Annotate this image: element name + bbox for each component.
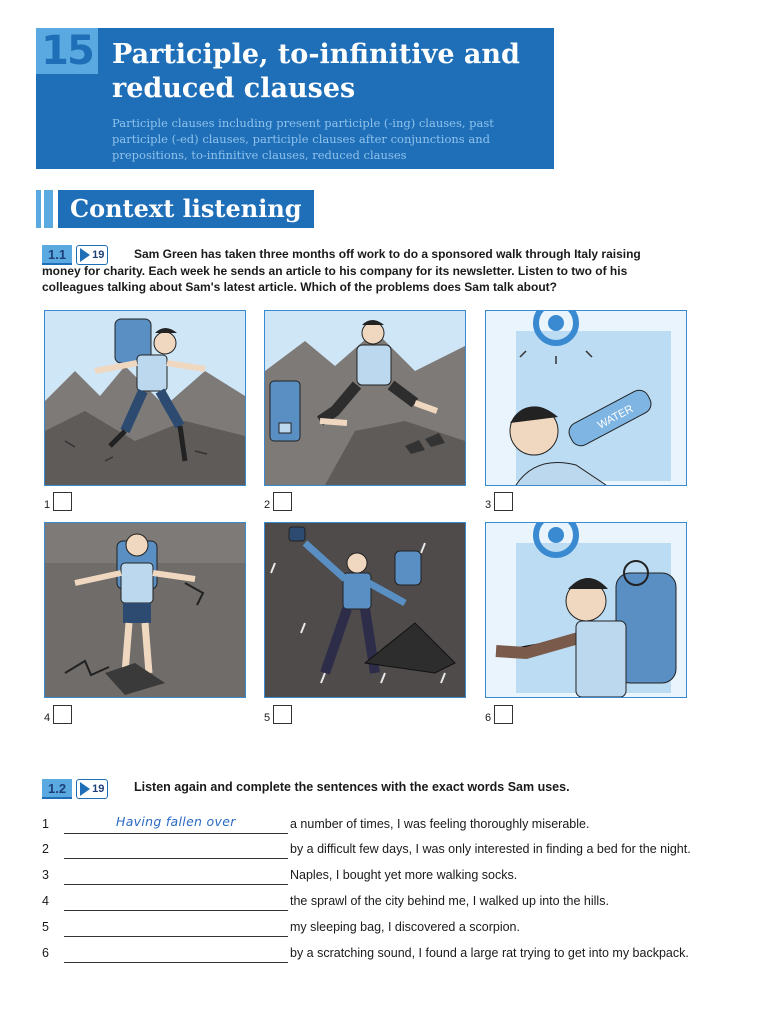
answer-checkbox-3[interactable] [494, 492, 513, 511]
answer-checkbox-6[interactable] [494, 705, 513, 724]
sentence-item: 6 by a scratching sound, I found a large rat trying to get into my backpack. [42, 944, 732, 966]
exercise-1-instructions: Sam Green has taken three months off work to do a sponsored walk through Italy raising money for charity. Each week he sends an article to his company for its newsletter. Listen to two of his colleagues talking about Sam's latest article. Which of the problems does Sam talk about? [42, 247, 641, 294]
unit-banner [36, 28, 554, 169]
answer-blank[interactable] [64, 866, 288, 885]
sentence-item: 5 my sleeping bag, I discovered a scorpion. [42, 918, 732, 940]
audio-track-button[interactable] [76, 779, 108, 799]
water-bottle-label: WATER [595, 402, 636, 432]
exercise-number: 1.2 [42, 779, 72, 799]
exercise-2-tag [42, 779, 108, 799]
track-number: 19 [92, 249, 105, 261]
answer-checkbox-1[interactable] [53, 492, 72, 511]
unit-subtitle: Participle clauses including present participle (-ing) clauses, past participle (-ed) clauses, participle clauses after conjunctions and prepositions, to-infinitive clauses, reduced clauses [112, 116, 494, 162]
answer-blank[interactable] [64, 918, 288, 937]
unit-number: 15 [36, 28, 98, 74]
section-header [58, 190, 314, 228]
answer-blank[interactable] [64, 892, 288, 911]
sentence-item: 1 Having fallen over a number of times, I was feeling thoroughly miserable. [42, 815, 732, 837]
sentence-item: 3 Naples, I bought yet more walking socks. [42, 866, 732, 888]
exercise-number: 1.1 [42, 245, 72, 265]
exercise-2-instructions: Listen again and complete the sentences with the exact words Sam uses. [134, 780, 570, 794]
section-accent-bar [36, 190, 41, 228]
answer-blank[interactable] [64, 944, 288, 963]
play-icon [80, 782, 90, 796]
track-number: 19 [92, 783, 105, 795]
sentence-item: 2 by a difficult few days, I was only interested in finding a bed for the night. [42, 840, 732, 862]
answer-blank[interactable] [64, 815, 288, 834]
picture-4-label: 4 [44, 705, 72, 724]
drinking-water-picture [485, 310, 687, 486]
falling-hiker-picture [44, 310, 246, 486]
section-title: Context listening [70, 194, 302, 223]
picture-6-label: 6 [485, 705, 513, 724]
picture-1-label: 1 [44, 492, 72, 511]
earthquake-hiker-picture [44, 522, 246, 698]
unit-title: Participle, to-infinitive and reduced clauses [112, 39, 520, 104]
sunburn-hiker-picture [485, 522, 687, 698]
barefoot-hiker-picture [264, 310, 466, 486]
picture-2-label: 2 [264, 492, 292, 511]
answer-checkbox-4[interactable] [53, 705, 72, 724]
sentence-item: 4 the sprawl of the city behind me, I walked up into the hills. [42, 892, 732, 914]
handwritten-answer: Having fallen over [116, 814, 236, 829]
answer-checkbox-2[interactable] [273, 492, 292, 511]
section-accent-bar [44, 190, 53, 228]
answer-blank[interactable] [64, 840, 288, 859]
answer-checkbox-5[interactable] [273, 705, 292, 724]
picture-3-label: 3 [485, 492, 513, 511]
picture-5-label: 5 [264, 705, 292, 724]
storm-tent-picture [264, 522, 466, 698]
